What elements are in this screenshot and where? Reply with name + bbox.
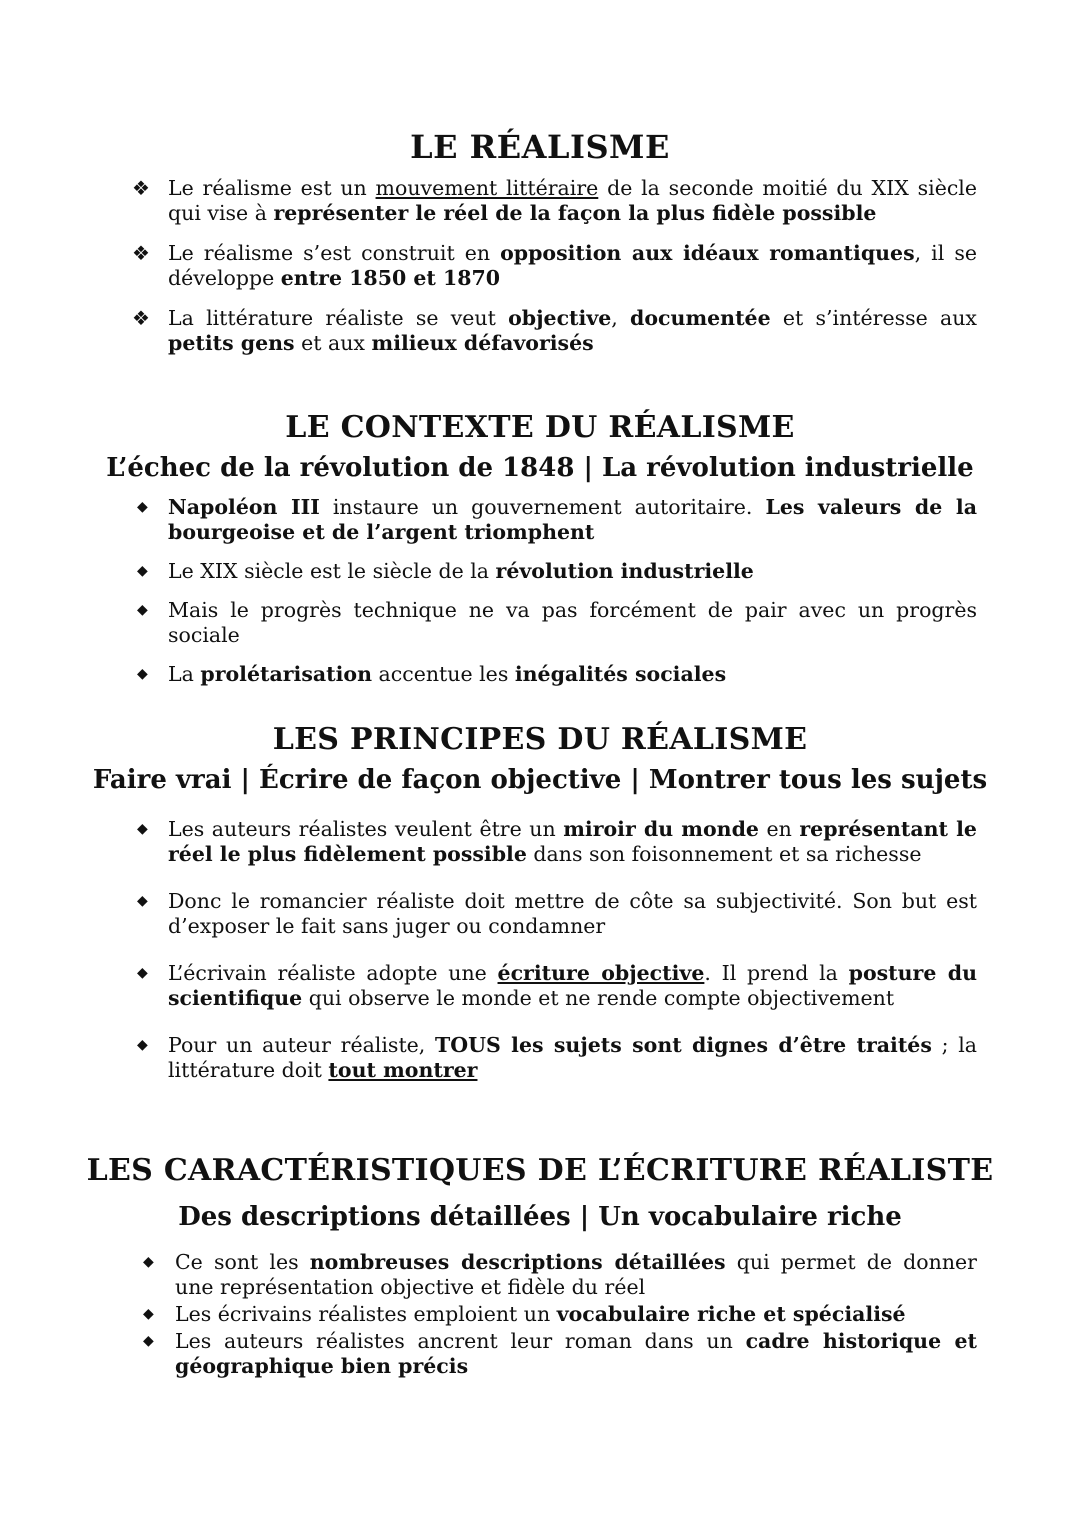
diamond-bullet-icon: ◆ bbox=[143, 1254, 154, 1270]
section-contexte bbox=[0, 410, 1080, 687]
list-item: ❖ Le réalisme est un mouvement littéraire de la seconde moitié du XIX siècle qui vise à représenter le réel de la façon la plus fidèle possible bbox=[132, 176, 977, 225]
bullet-list bbox=[0, 817, 1080, 1083]
bullet-list bbox=[0, 495, 1080, 687]
section-title: LE CONTEXTE DU RÉALISME bbox=[285, 410, 795, 445]
list-item: ◆ Les auteurs réalistes veulent être un miroir du monde en représentant le réel le plus fidèlement possible dans son foisonnement et sa richesse bbox=[137, 817, 977, 866]
list-item: ◆ Mais le progrès technique ne va pas forcément de pair avec un progrès sociale bbox=[137, 598, 977, 647]
four-diamond-bullet-icon: ❖ bbox=[132, 241, 150, 265]
four-diamond-bullet-icon: ❖ bbox=[132, 176, 150, 200]
diamond-bullet-icon: ◆ bbox=[137, 602, 148, 618]
list-item: ◆ Napoléon III instaure un gouvernement autoritaire. Les valeurs de la bourgeoise et de l’argent triomphent bbox=[137, 495, 977, 544]
diamond-bullet-icon: ◆ bbox=[137, 965, 148, 981]
list-item: ❖ La littérature réaliste se veut objective, documentée et s’intéresse aux petits gens et aux milieux défavorisés bbox=[132, 306, 977, 355]
bullet-list bbox=[0, 176, 1080, 356]
list-item: ◆ Pour un auteur réaliste, TOUS les sujets sont dignes d’être traités ; la littérature doit tout montrer bbox=[137, 1033, 978, 1082]
section-subtitle: L’échec de la révolution de 1848 | La révolution industrielle bbox=[106, 453, 974, 483]
diamond-bullet-icon: ◆ bbox=[143, 1333, 154, 1349]
diamond-bullet-icon: ◆ bbox=[137, 893, 148, 909]
diamond-bullet-icon: ◆ bbox=[137, 499, 148, 515]
list-item: ◆ Les écrivains réalistes emploient un vocabulaire riche et spécialisé bbox=[143, 1302, 906, 1326]
list-item: ◆ La prolétarisation accentue les inégalités sociales bbox=[137, 662, 727, 686]
diamond-bullet-icon: ◆ bbox=[143, 1306, 154, 1322]
section-title: LES PRINCIPES DU RÉALISME bbox=[272, 722, 808, 757]
diamond-bullet-icon: ◆ bbox=[137, 563, 148, 579]
list-item: ◆ Donc le romancier réaliste doit mettre de côte sa subjectivité. Son but est d’exposer le fait sans juger ou condamner bbox=[137, 889, 977, 938]
section-subtitle: Faire vrai | Écrire de façon objective | Montrer tous les sujets bbox=[92, 765, 988, 795]
section-realisme bbox=[0, 128, 1080, 356]
list-item: ◆ Les auteurs réalistes ancrent leur roman dans un cadre historique et géographique bien précis bbox=[143, 1329, 977, 1378]
list-item: ❖ Le réalisme s’est construit en opposition aux idéaux romantiques, il se développe entre 1850 et 1870 bbox=[132, 241, 977, 290]
bullet-list bbox=[0, 1250, 1080, 1379]
section-subtitle: Des descriptions détaillées | Un vocabulaire riche bbox=[178, 1202, 902, 1232]
list-item: ◆ Ce sont les nombreuses descriptions détaillées qui permet de donner une représentation objective et fidèle du réel bbox=[143, 1250, 977, 1299]
section-title: LE RÉALISME bbox=[410, 128, 670, 166]
four-diamond-bullet-icon: ❖ bbox=[132, 306, 150, 330]
diamond-bullet-icon: ◆ bbox=[137, 821, 148, 837]
diamond-bullet-icon: ◆ bbox=[137, 666, 148, 682]
diamond-bullet-icon: ◆ bbox=[137, 1037, 148, 1053]
section-title: LES CARACTÉRISTIQUES DE L’ÉCRITURE RÉALISTE bbox=[86, 1153, 994, 1188]
list-item: ◆ Le XIX siècle est le siècle de la révolution industrielle bbox=[137, 559, 754, 583]
section-caracteristiques bbox=[0, 1153, 1080, 1379]
section-principes bbox=[0, 722, 1080, 1083]
list-item: ◆ L’écrivain réaliste adopte une écriture objective. Il prend la posture du scientifique qui observe le monde et ne rende compte objectivement bbox=[137, 961, 977, 1010]
